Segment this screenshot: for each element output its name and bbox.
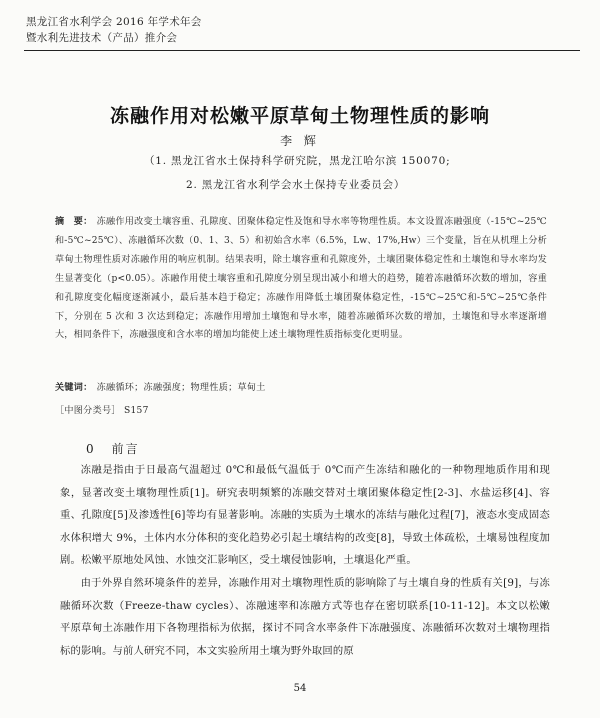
section-number: 0 (86, 442, 96, 456)
conference-header (26, 14, 202, 46)
paper-title: 冻融作用对松嫩平原草甸土物理性质的影响 (109, 105, 490, 127)
keywords-text: 冻融循环；冻融强度；物理性质；草甸土 (96, 383, 266, 393)
keywords (55, 380, 266, 393)
affiliation-2: 2. 黑龙江省水利学会水土保持专业委员会） (186, 179, 406, 191)
body-paragraph-2: 由于外界自然环境条件的差异，冻融作用对土壤物理性质的影响除了与土壤自身的性质有关[9]，与冻融循环次数（Freeze-thaw cycles）、冻融速率和冻融方式等也存在密切联系[10-11-12]。本文以松嫩平原草甸土冻融作用下各物理指标为依据，探讨不同含水率条件下冻融强度、冻融循环次数对土壤物理指标的影响。与前人研究不同，本文实验所用土壤为野外取回的原 (60, 576, 550, 657)
abstract-text: 冻融作用改变土壤容重、孔隙度、团聚体稳定性及饱和导水率等物理性质。本文设置冻融强度（-15℃~25℃和-5℃~25℃）、冻融循环次数（0、1、3、5）和初始含水率（6.5%，Lw、17%,Hw）三个变量，旨在从机理上分析草甸土物理性质对冻融作用的响应机制。结果表明，除土壤容重和孔隙度外，土壤团聚体稳定性和土壤饱和导水率均发生显著变化（p<0.05）。冻融作用使土壤容重和孔隙度分别呈现出减小和增大的趋势，随着冻融循环次数的增加，容重和孔隙度变化幅度逐渐减小，最后基本趋于稳定；冻融作用降低土壤团聚体稳定性，-15℃~25℃和-5℃~25℃条件下，分别在 5 次和 3 次达到稳定；冻融作用增加土壤饱和导水率，随着冻融循环次数的增加，土壤饱和导水率逐渐增大，相同条件下，冻融强度和含水率的增加均能使上述土壤物理性质指标变化更明显。 (55, 217, 547, 341)
affiliation-1: （1. 黑龙江省水土保持科学研究院，黑龙江哈尔滨 150070; (144, 155, 451, 167)
page-number: 54 (293, 683, 307, 694)
abstract-label: 摘 要： (55, 216, 93, 227)
section-heading (86, 440, 140, 457)
abstract (55, 213, 547, 345)
section-title: 前言 (111, 442, 140, 456)
classification-number: ［中图分类号］ S157 (55, 406, 149, 416)
header-divider (24, 50, 580, 51)
author-name: 李 辉 (280, 134, 320, 148)
body-paragraph-1: 冻融是指由于日最高气温超过 0℃和最低气温低于 0℃而产生冻结和融化的一种物理地质作用和现象，显著改变土壤物理性质[1]。研究表明频繁的冻融交替对土壤团聚体稳定性[2-3]、水盐运移[4]、容重、孔隙度[5]及渗透性[6]等均有显著影响。冻融的实质为土壤水的冻结与融化过程[7]，液态水变成固态水体积增大 9%，土体内水分体积的变化趋势必引起土壤结构的改变[8]，导致土体疏松，土壤易蚀程度加剧。松嫩平原地处风蚀、水蚀交汇影响区，受土壤侵蚀影响，土壤退化严重。 (60, 464, 550, 567)
header-line-2: 暨水利先进技术（产品）推介会 (26, 32, 178, 44)
keywords-label: 关键词： (55, 382, 93, 393)
body-text (60, 459, 550, 662)
header-line-1: 黑龙江省水利学会 2016 年学术年会 (26, 16, 202, 28)
